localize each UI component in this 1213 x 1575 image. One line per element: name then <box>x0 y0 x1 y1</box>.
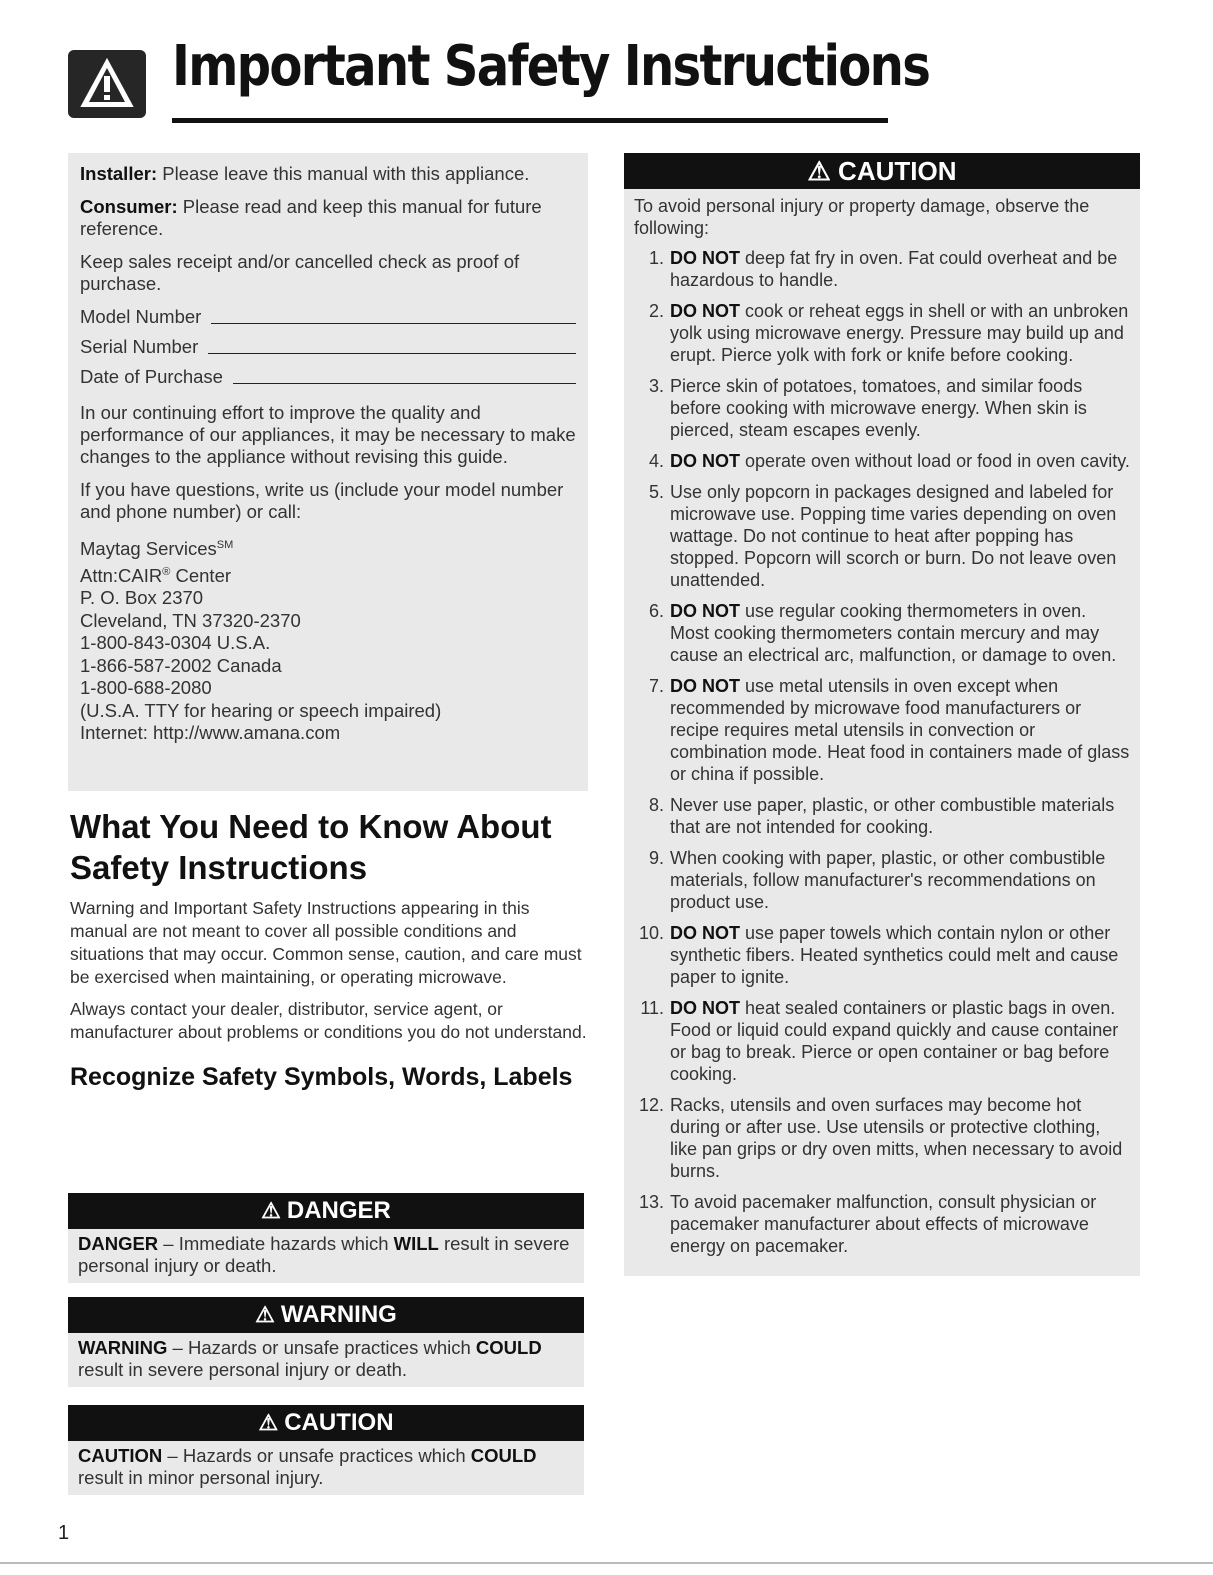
model-number-label: Model Number <box>80 306 202 327</box>
caution-item <box>634 1191 1130 1257</box>
address-line: Maytag Services℠ <box>80 538 234 560</box>
caution-item-number: 7. <box>648 676 664 696</box>
caution-item-text: Use only popcorn in packages designed and labeled for microwave use. Popping time varies depending on oven wattage. Do not continue to heat after popping has stopped. Popcorn will scorch or burn. Do not leave oven unattended. <box>670 482 1117 590</box>
caution-definition: CAUTION – Hazards or unsafe practices which COULD result in minor personal injury. <box>68 1441 584 1495</box>
date-of-purchase-label: Date of Purchase <box>80 366 223 387</box>
serial-number-blank[interactable] <box>208 339 576 354</box>
model-number-field[interactable] <box>80 306 576 328</box>
caution-item-number: 1. <box>648 248 664 268</box>
caution-item <box>634 794 1130 838</box>
caution-item-number: 12. <box>638 1095 664 1115</box>
caution-item <box>634 300 1130 366</box>
caution-items <box>634 247 1130 1257</box>
date-of-purchase-field[interactable] <box>80 366 576 388</box>
page-title: Important Safety Instructions <box>172 34 930 99</box>
caution-item-text: DO NOT use regular cooking thermometers in oven. Most cooking thermometers contain mercury and may cause an electrical arc, malfunction, or damage to oven. <box>670 601 1117 665</box>
caution-item-text: DO NOT cook or reheat eggs in shell or with an unbroken yolk using microwave energy. Pressure may build up and erupt. Pierce yolk with fork or knife before cooking. <box>670 301 1129 365</box>
caution-item <box>634 600 1130 666</box>
internet-link[interactable]: Internet: http://www.amana.com <box>80 722 341 744</box>
caution-item <box>634 1094 1130 1182</box>
caution-item-text: DO NOT deep fat fry in oven. Fat could overheat and be hazardous to handle. <box>670 248 1118 290</box>
tty-note: (U.S.A. TTY for hearing or speech impaired) <box>80 699 442 721</box>
caution-item-text: When cooking with paper, plastic, or other combustible materials, follow manufacturer's recommendations on product use. <box>670 848 1106 912</box>
title-underline <box>172 118 888 123</box>
caution-list-box <box>624 153 1140 1276</box>
caution-item <box>634 375 1130 441</box>
phone-canada: 1-866-587-2002 Canada <box>80 654 282 676</box>
page-header <box>68 34 930 128</box>
bottom-rule <box>0 1562 1213 1564</box>
caution-item-number: 9. <box>648 848 664 868</box>
owner-info-box <box>68 153 588 791</box>
address-line: P. O. Box 2370 <box>80 587 204 609</box>
caution-item-number: 4. <box>648 451 664 471</box>
caution-item <box>634 481 1130 591</box>
model-number-blank[interactable] <box>211 309 576 324</box>
page-number: 1 <box>58 1522 70 1544</box>
improvement-note: In our continuing effort to improve the quality and performance of our appliances, it may be necessary to make changes to the appliance without revising this guide. <box>80 402 576 467</box>
installer-text: Please leave this manual with this appliance. <box>157 163 530 184</box>
phone-us: 1-800-843-0304 U.S.A. <box>80 632 271 654</box>
caution-item-number: 11. <box>640 998 664 1018</box>
caution-header-bar: ⚠ CAUTION <box>624 153 1140 189</box>
section-paragraph: Warning and Important Safety Instructions appearing in this manual are not meant to cover all possible conditions and situations that may occur. Common sense, caution, and care must be exercised when maintaining, or operating microwave. <box>70 898 582 987</box>
address-line: Cleveland, TN 37320-2370 <box>80 609 301 631</box>
warning-bar: ⚠ WARNING <box>68 1297 584 1333</box>
danger-bar: ⚠ DANGER <box>68 1193 584 1229</box>
date-of-purchase-blank[interactable] <box>233 369 576 384</box>
caution-item-number: 6. <box>648 601 664 621</box>
safety-instructions-section <box>70 806 590 1092</box>
caution-item-number: 13. <box>638 1192 664 1212</box>
consumer-text: Please read and keep this manual for future reference. <box>80 196 542 239</box>
serial-number-label: Serial Number <box>80 336 199 357</box>
contact-address <box>80 534 576 745</box>
section-heading: What You Need to Know About Safety Instructions <box>70 808 552 886</box>
warning-label-box <box>68 1297 584 1387</box>
subsection-heading: Recognize Safety Symbols, Words, Labels <box>70 1063 573 1091</box>
caution-item-text: Racks, utensils and oven surfaces may become hot during or after use. Use utensils or protective clothing, like pan grips or dry oven mitts, when necessary to avoid burns. <box>670 1095 1123 1181</box>
serial-number-field[interactable] <box>80 336 576 358</box>
caution-bar: ⚠ CAUTION <box>68 1405 584 1441</box>
caution-item <box>634 847 1130 913</box>
installer-note <box>80 163 576 185</box>
caution-list-body <box>624 189 1140 1276</box>
caution-item <box>634 997 1130 1085</box>
caution-label-box <box>68 1405 584 1495</box>
section-paragraph: Always contact your dealer, distributor, service agent, or manufacturer about problems or conditions you do not understand. <box>70 999 587 1042</box>
caution-item <box>634 247 1130 291</box>
caution-item-number: 10. <box>638 923 664 943</box>
warning-definition: WARNING – Hazards or unsafe practices which COULD result in severe personal injury or death. <box>68 1333 584 1387</box>
warning-triangle-icon: ⚠ <box>255 1302 275 1327</box>
warning-triangle-icon: ⚠ <box>261 1198 281 1223</box>
caution-item-text: Never use paper, plastic, or other combustible materials that are not intended for cooking. <box>670 795 1115 837</box>
warning-triangle-icon: ⚠ <box>807 156 839 186</box>
caution-item-number: 3. <box>648 376 664 396</box>
caution-item-text: DO NOT heat sealed containers or plastic bags in oven. Food or liquid could expand quickly and cause container or bag to break. Pierce or open container or bag before cooking. <box>670 998 1119 1084</box>
caution-item-text: To avoid pacemaker malfunction, consult physician or pacemaker manufacturer about effects of microwave energy on pacemaker. <box>670 1192 1097 1256</box>
caution-item-number: 2. <box>648 301 664 321</box>
warning-triangle-icon: ⚠ <box>258 1410 279 1435</box>
caution-item-text: DO NOT operate oven without load or food in oven cavity. <box>670 451 1130 471</box>
caution-item-text: DO NOT use metal utensils in oven except when recommended by microwave food manufacturers or recipe requires metal utensils in convection or combination mode. Heat food in containers made of glass or china if possible. <box>670 676 1130 784</box>
questions-note: If you have questions, write us (include your model number and phone number) or call: <box>80 479 564 522</box>
caution-item <box>634 450 1130 472</box>
address-line: Attn:CAIR® Center <box>80 564 232 586</box>
danger-definition: DANGER – Immediate hazards which WILL result in severe personal injury or death. <box>68 1229 584 1283</box>
danger-label-box <box>68 1193 584 1283</box>
receipt-note: Keep sales receipt and/or cancelled check as proof of purchase. <box>80 251 520 294</box>
caution-item-text: Pierce skin of potatoes, tomatoes, and similar foods before cooking with microwave energy. When skin is pierced, steam escapes evenly. <box>670 376 1087 440</box>
caution-item-number: 5. <box>648 482 664 502</box>
caution-item <box>634 675 1130 785</box>
caution-item-text: DO NOT use paper towels which contain nylon or other synthetic fibers. Heated synthetics could melt and cause paper to ignite. <box>670 923 1119 987</box>
warning-triangle-icon <box>68 50 146 118</box>
consumer-note <box>80 196 576 240</box>
consumer-label: Consumer: <box>80 196 178 217</box>
caution-item-number: 8. <box>648 795 664 815</box>
caution-intro: To avoid personal injury or property damage, observe the following: <box>634 196 1090 238</box>
installer-label: Installer: <box>80 163 158 184</box>
phone-tty: 1-800-688-2080 <box>80 677 212 699</box>
caution-item <box>634 922 1130 988</box>
